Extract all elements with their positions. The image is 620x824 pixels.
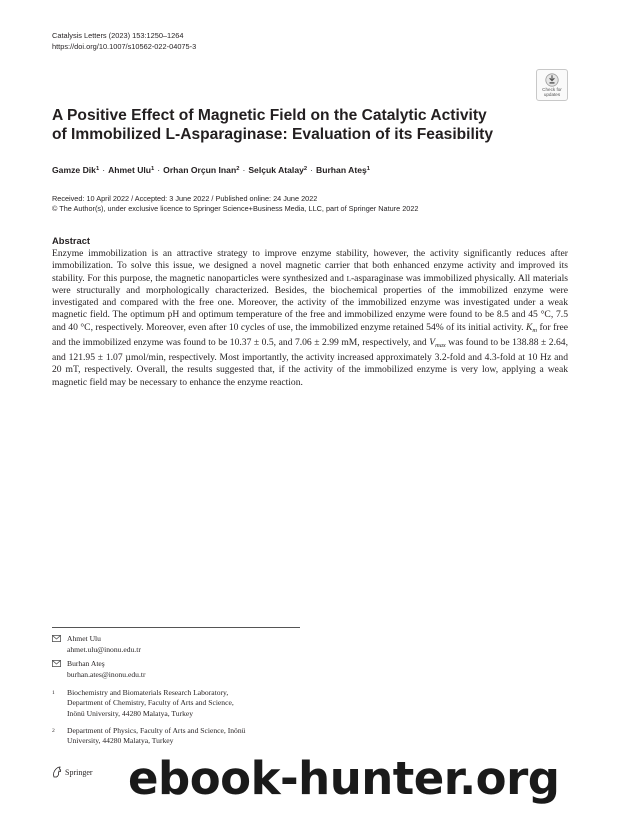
journal-citation: Catalysis Letters (2023) 153:1250–1264 <box>52 31 184 40</box>
corresponding-author-name: Ahmet Ulu <box>67 634 101 643</box>
abstract-body <box>52 248 568 389</box>
author-name[interactable]: Burhan Ateş <box>316 165 367 175</box>
article-title-line-2: of Immobilized L-Asparaginase: Evaluation of its Feasibility <box>52 126 494 143</box>
affiliation-line: Inönü University, 44280 Malatya, Turkey <box>67 708 194 718</box>
envelope-icon <box>52 635 61 642</box>
abstract-text: Enzyme immobilization is an attractive strategy to improve enzyme stability, however, the activity significantly reduces after immobilization. To solve this issue, we designed a novel magnetic carrier that both enhanced enzyme activity and improved its stability. For this purpose, the magnetic nanoparticles were synthesized and <box>52 248 568 284</box>
author-name[interactable]: Ahmet Ulu <box>108 165 152 175</box>
springer-horse-icon <box>52 766 62 778</box>
affiliation-line: University, 44280 Malatya, Turkey <box>67 736 174 746</box>
envelope-icon <box>52 660 61 667</box>
publisher-name: Springer <box>65 768 93 777</box>
affiliation-number: 1 <box>52 690 55 696</box>
author-list <box>52 165 370 175</box>
author-name[interactable]: Gamze Dik <box>52 165 96 175</box>
article-title-line-1: A Positive Effect of Magnetic Field on the Catalytic Activity <box>52 107 487 124</box>
author-affiliation-mark: 1 <box>151 166 155 172</box>
km-symbol: K <box>525 321 533 333</box>
publication-dates <box>52 194 418 214</box>
footnote-divider <box>52 627 300 628</box>
journal-header <box>52 30 196 52</box>
corresponding-author-name: Burhan Ateş <box>67 659 105 668</box>
springer-logo <box>52 766 93 778</box>
copyright-line: © The Author(s), under exclusive licence to Springer Science+Business Media, LLC, part of Springer Nature 2022 <box>52 204 419 213</box>
author-affiliation-mark: 2 <box>303 166 308 172</box>
abstract-text: -asparaginase was immobilized physically. All materials were structurally and morphologically characterized. Besides, the biochemical properties of the immobilized enzyme were investigated and compared with the free one. Moreover, the activity of the immobilized enzyme was investigated under a weak magnetic field. The optimum pH and optimum temperature of the free and immobilized enzyme were found to be 8.5 and 45 °C, 7.5 and 40 °C, respectively. Moreover, even after 10 cycles of use, the immobilized enzyme retained 54% of its initial activity. <box>52 272 568 333</box>
small-caps-l: L <box>346 274 351 283</box>
affiliation-line: Department of Chemistry, Faculty of Arts and Science, <box>67 698 234 708</box>
author-affiliation-mark: 1 <box>366 166 371 172</box>
affiliation-line: Biochemistry and Biomaterials Research Laboratory, <box>67 688 229 697</box>
author-affiliation-mark: 1 <box>95 166 100 172</box>
author-name[interactable]: Orhan Orçun Inan <box>163 165 237 175</box>
affiliation-number: 2 <box>52 728 55 734</box>
check-for-updates-icon <box>545 73 559 87</box>
author-separator: · <box>102 165 106 175</box>
history-dates: Received: 10 April 2022 / Accepted: 3 June 2022 / Published online: 24 June 2022 <box>52 194 318 203</box>
abstract-text: for free and the immobilized enzyme was found to be 10.37 ± 0.5, and 7.06 ± 2.99 mM, respectively, and <box>52 321 568 348</box>
author-separator: · <box>310 165 313 175</box>
corresponding-author-email[interactable]: burhan.ates@inonu.edu.tr <box>67 670 146 679</box>
check-for-updates-label-1: Check for <box>542 87 562 92</box>
abstract-heading: Abstract <box>52 235 91 246</box>
check-for-updates-button[interactable] <box>536 69 568 101</box>
vmax-symbol: V <box>429 336 436 348</box>
article-title <box>52 106 522 144</box>
corresponding-author-email[interactable]: ahmet.ulu@inonu.edu.tr <box>67 645 141 654</box>
author-affiliation-mark: 2 <box>236 166 240 172</box>
author-separator: · <box>157 165 161 175</box>
watermark-text: ebook-hunter.org <box>128 752 560 805</box>
check-for-updates-label-2: updates <box>543 92 561 97</box>
doi-link[interactable]: https://doi.org/10.1007/s10562-022-04075-3 <box>52 42 197 51</box>
affiliation-line: Department of Physics, Faculty of Arts and Science, Inönü <box>67 726 246 735</box>
vmax-subscript: max <box>435 341 446 349</box>
author-separator: · <box>242 165 246 175</box>
abstract-text: was found to be 138.88 ± 2.64, and 121.95 ± 1.07 µmol/min, respectively. Most importantly, the activity increased approximately 3.2-fold and 4.3-fold at 10 Hz and 20 mT, respectively. Overall, the results suggested that, if the activity of the immobilized enzyme is very low, applying a weak magnetic field may be necessary to enhance the enzyme reaction. <box>52 336 568 388</box>
author-name[interactable]: Selçuk Atalay <box>248 165 304 175</box>
km-subscript: m <box>532 326 537 334</box>
